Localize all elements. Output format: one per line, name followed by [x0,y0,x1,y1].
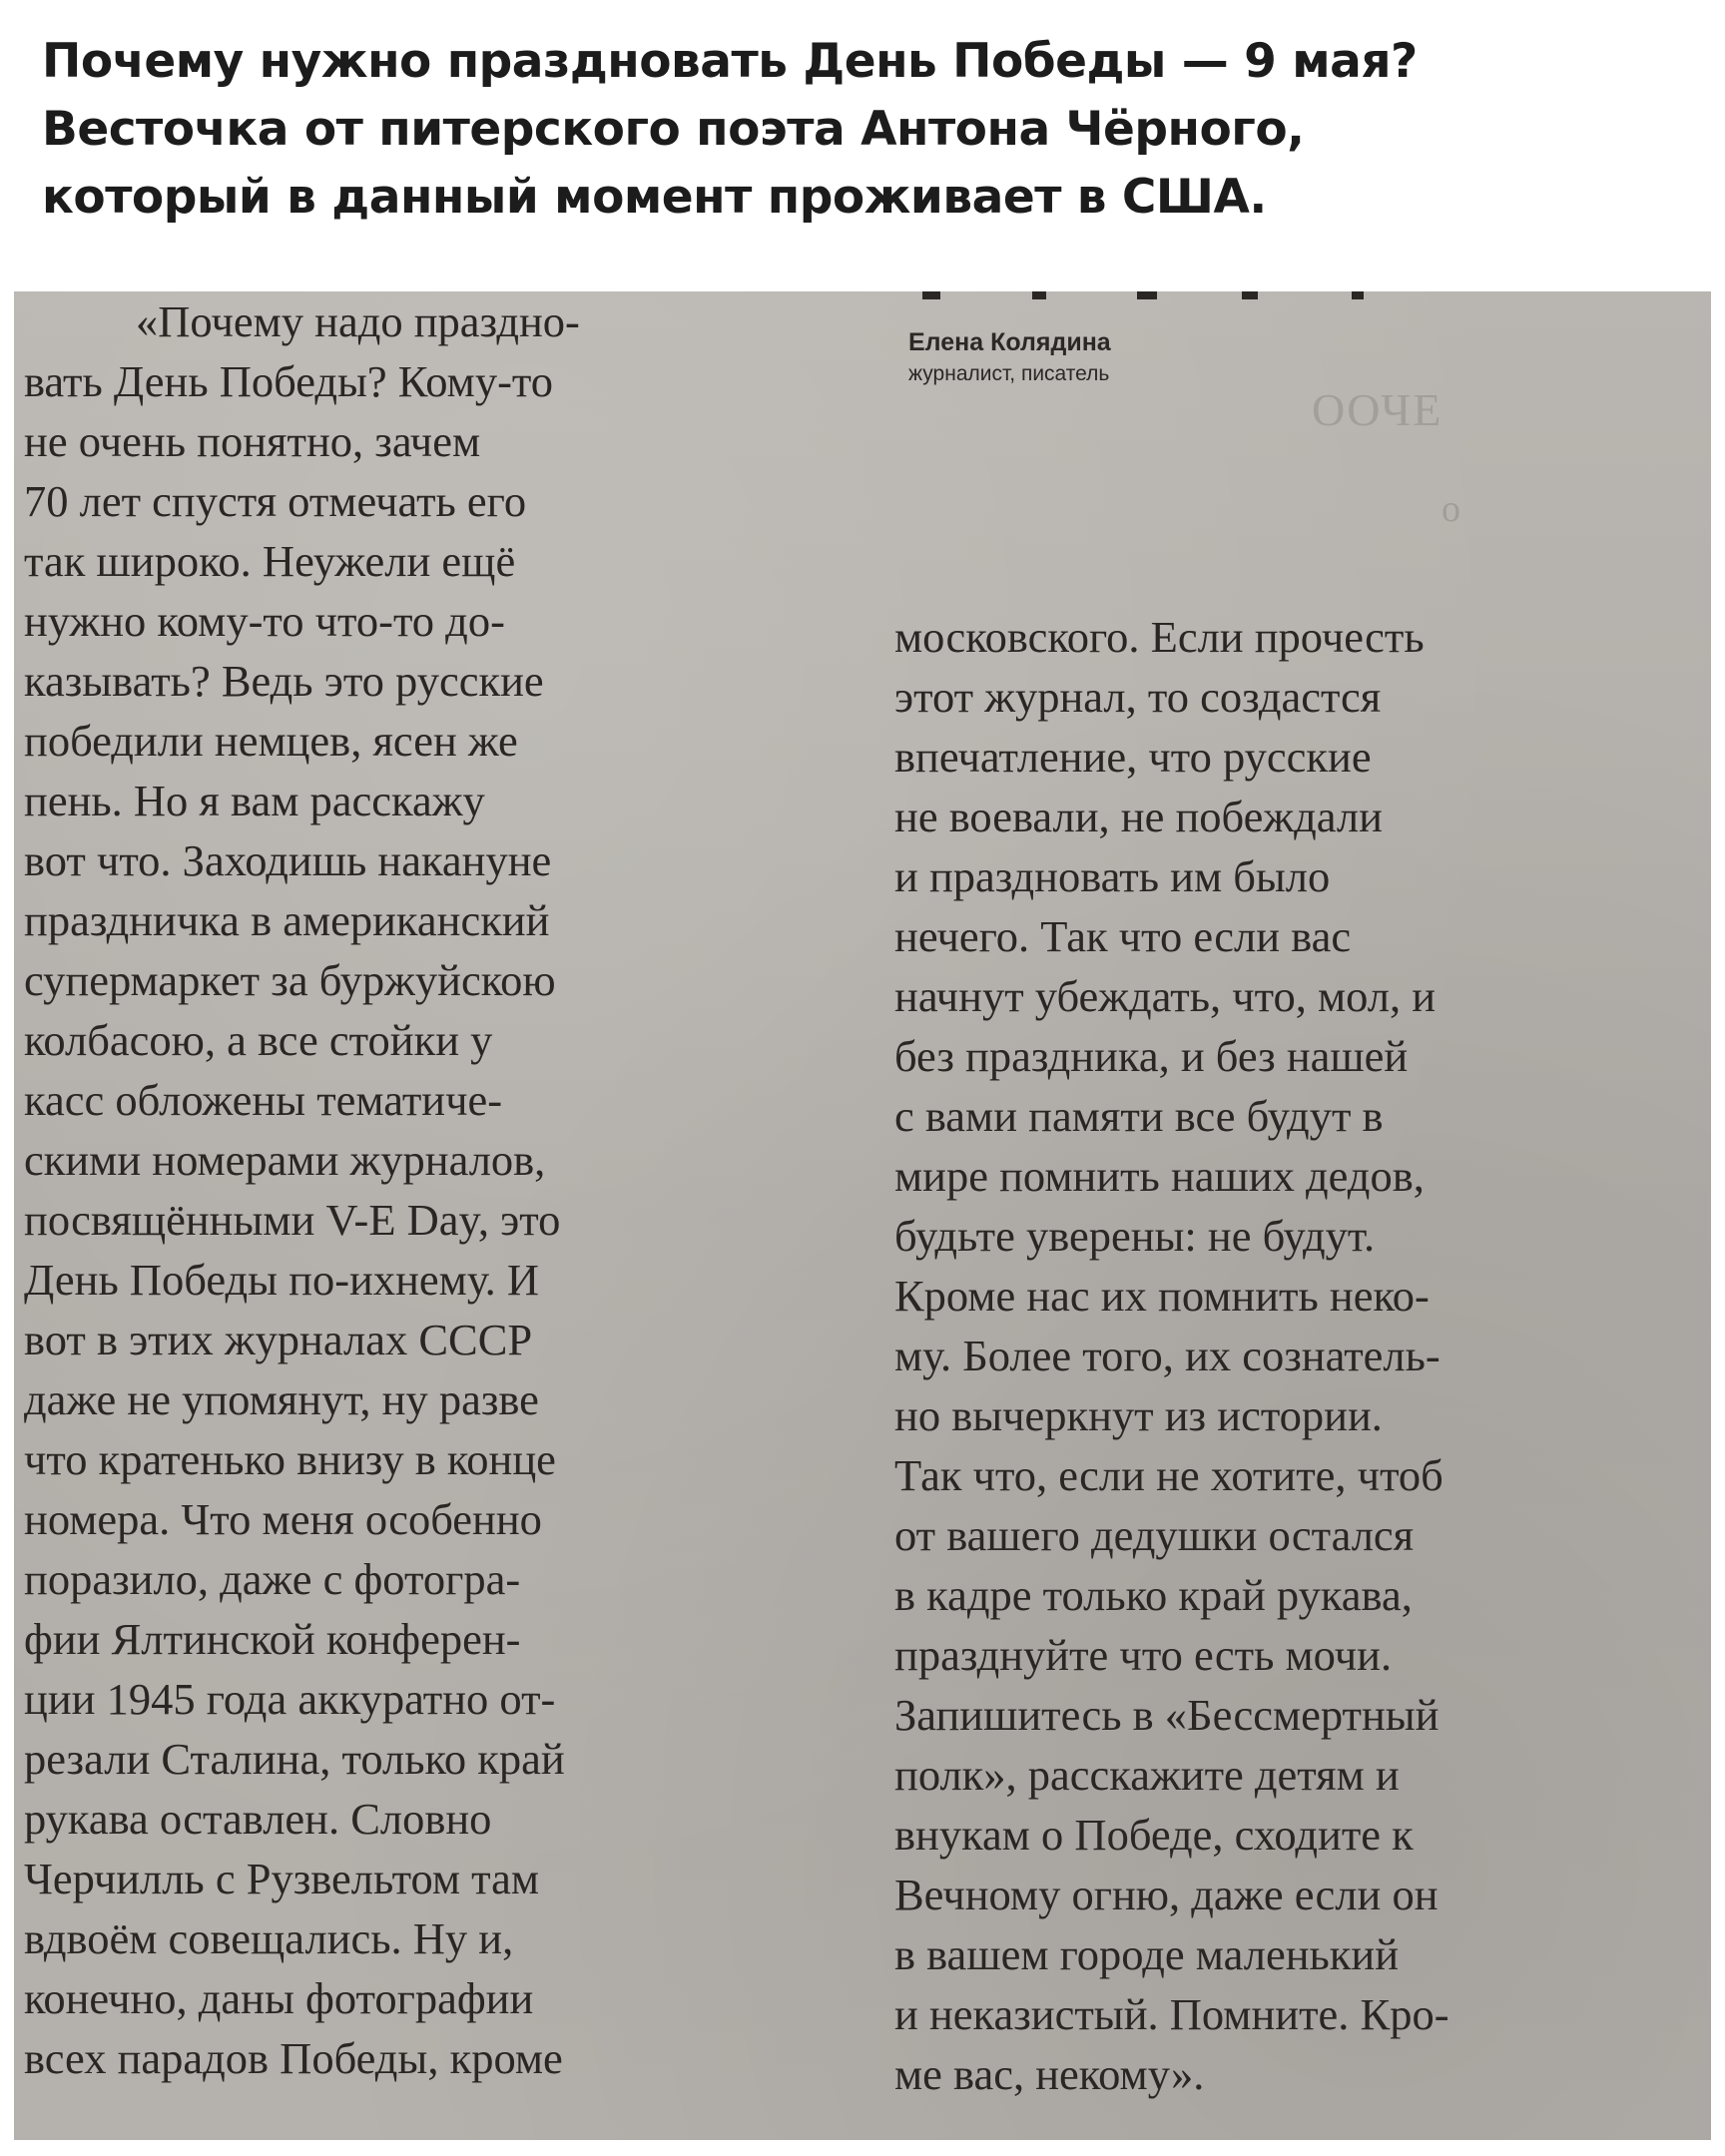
text-line: Черчилль с Рузвельтом там [24,1854,540,1903]
text-line: вот что. Заходишь накануне [24,835,552,885]
author-role: журналист, писатель [908,362,1110,385]
text-line: так широко. Неужели ещё [24,536,516,586]
text-line: резали Сталина, только край [24,1734,565,1784]
text-line: касс обложены тематиче- [24,1075,503,1125]
text-line: всех парадов Победы, кроме [24,2033,563,2083]
text-line: от вашего дедушки остался [894,1510,1415,1560]
headline-line: Почему нужно праздновать День Победы — 9 мая? [42,34,1418,89]
text-line: конечно, даны фотографии [24,1973,534,2023]
author-name: Елена Колядина [908,328,1111,356]
text-line: празднуйте что есть мочи. [894,1630,1393,1680]
text-line: 70 лет спустя отмечать его [24,476,527,526]
headline-line: Весточка от питерского поэта Антона Чёрного, [42,102,1305,157]
text-line: праздничка в американский [24,895,550,945]
text-line: му. Более того, их сознатель- [894,1331,1440,1380]
text-line: мире помнить наших дедов, [894,1151,1425,1201]
text-line: с вами памяти все будут в [894,1091,1384,1141]
text-line: Кроме нас их помнить неко- [894,1271,1430,1321]
text-line: начнут убеждать, что, мол, и [894,971,1437,1021]
text-line: в кадре только край рукава, [894,1570,1413,1620]
text-line: вдвоём совещались. Ну и, [24,1913,514,1963]
text-line: ме вас, некому». [894,2049,1205,2099]
text-line: но вычеркнут из истории. [894,1390,1383,1440]
text-line: супермаркет за буржуйскою [24,955,556,1005]
text-line: скими номерами журналов, [24,1135,546,1185]
text-line: нечего. Так что если вас [894,911,1352,961]
newspaper-clipping-photo [14,291,1711,2140]
text-line: номера. Что меня особенно [24,1494,542,1544]
bleed-through-mark: о [1441,488,1462,530]
text-line: вать День Победы? Кому-то [24,356,554,406]
text-line: даже не упомянут, ну разве [24,1374,539,1424]
text-line: колбасою, а все стойки у [24,1015,493,1065]
headline-line: который в данный момент проживает в США. [42,170,1267,225]
text-line: московского. Если прочесть [894,612,1425,662]
text-line: нужно кому-то что-то до- [24,596,505,646]
text-line: и неказистый. Помните. Кро- [894,1989,1449,2039]
text-line: «Почему надо праздно- [136,296,580,346]
text-line: не очень понятно, зачем [24,416,481,466]
article-column-right [894,607,1449,2104]
text-line: пень. Но я вам расскажу [24,776,485,825]
bleed-through-mark: ООЧЕ [1312,384,1443,435]
text-line: вот в этих журналах СССР [24,1315,533,1364]
text-line: рукава оставлен. Словно [24,1794,492,1844]
text-line: казывать? Ведь это русские [24,656,544,706]
text-line: будьте уверены: не будут. [894,1211,1376,1261]
text-line: поразило, даже с фотогра- [24,1554,521,1604]
text-line: ции 1945 года аккуратно от- [24,1674,556,1724]
text-line: полк», расскажите детям и [894,1750,1400,1800]
text-line: этот журнал, то создастся [894,672,1382,722]
cut-off-heading-fragment [882,291,1402,301]
text-line: впечатление, что русские [894,732,1372,782]
text-line: в вашем городе маленький [894,1929,1400,1979]
text-line: что кратенько внизу в конце [24,1434,556,1484]
text-line: фии Ялтинской конферен- [24,1614,521,1664]
author-byline [908,325,1111,389]
text-line: Вечному огню, даже если он [894,1870,1438,1919]
text-line: Запишитесь в «Бессмертный [894,1690,1439,1740]
text-line: День Победы по-ихнему. И [24,1255,540,1305]
post-headline [42,28,1699,232]
text-line: без праздника, и без нашей [894,1031,1409,1081]
text-line: победили немцев, ясен же [24,716,518,766]
text-line: не воевали, не побеждали [894,792,1383,841]
text-line: внукам о Победе, сходите к [894,1810,1414,1860]
text-line: посвящёнными V-E Day, это [24,1195,561,1245]
text-line: Так что, если не хотите, чтоб [894,1450,1443,1500]
article-column-left [24,291,580,2088]
text-line: и праздновать им было [894,851,1331,901]
